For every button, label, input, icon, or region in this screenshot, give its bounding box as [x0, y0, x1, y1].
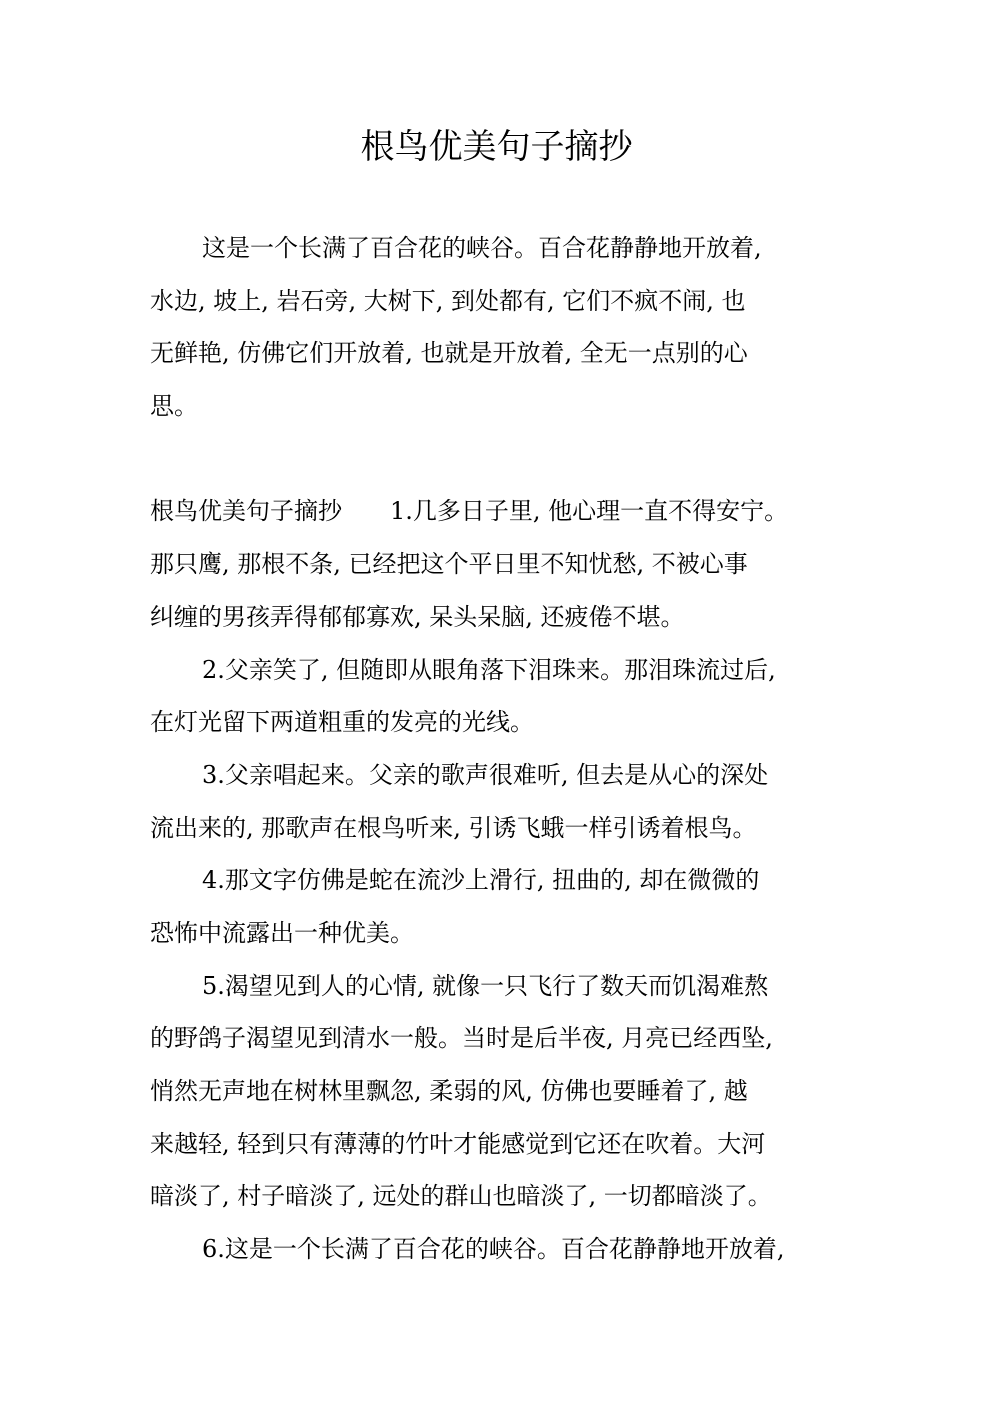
text-line: 这是一个长满了百合花的峡谷。百合花静静地开放着, [202, 234, 762, 262]
text-line: 2.父亲笑了, 但随即从眼角落下泪珠来。那泪珠流过后, [202, 655, 776, 684]
text-line: 纠缠的男孩弄得郁郁寡欢, 呆头呆脑, 还疲倦不堪。 [150, 602, 685, 631]
document-body [150, 222, 850, 1276]
text-line: 根鸟优美句子摘抄 1.几多日子里, 他心理一直不得安宁。 [150, 497, 789, 526]
text-line: 思。 [150, 392, 198, 421]
text-line: 暗淡了, 村子暗淡了, 远处的群山也暗淡了, 一切都暗淡了。 [150, 1182, 772, 1211]
text-line: 来越轻, 轻到只有薄薄的竹叶才能感觉到它还在吹着。大河 [150, 1129, 766, 1158]
text-line: 悄然无声地在树林里飘忽, 柔弱的风, 仿佛也要睡着了, 越 [150, 1077, 748, 1105]
text-line: 在灯光留下两道粗重的发亮的光线。 [150, 708, 534, 737]
text-line: 4.那文字仿佛是蛇在流沙上滑行, 扭曲的, 却在微微的 [202, 866, 760, 895]
text-line: 水边, 坡上, 岩石旁, 大树下, 到处都有, 它们不疯不闹, 也 [150, 286, 746, 315]
text-line: 3.父亲唱起来。父亲的歌声很难听, 但去是从心的深处 [202, 760, 769, 789]
text-line: 5.渴望见到人的心情, 就像一只飞行了数天而饥渴难熬 [202, 971, 769, 1000]
text-line: 流出来的, 那歌声在根鸟听来, 引诱飞蛾一样引诱着根鸟。 [150, 813, 757, 842]
text-line: 6.这是一个长满了百合花的峡谷。百合花静静地开放着, [202, 1235, 785, 1264]
document-title: 根鸟优美句子摘抄 [360, 127, 633, 167]
text-line: 那只鹰, 那根不条, 已经把这个平日里不知忧愁, 不被心事 [150, 550, 748, 579]
text-line: 无鲜艳, 仿佛它们开放着, 也就是开放着, 全无一点别的心 [150, 339, 748, 368]
paragraph-gap [150, 433, 850, 486]
text-line: 的野鸽子渴望见到清水一般。当时是后半夜, 月亮已经西坠, [150, 1024, 773, 1053]
text-line: 恐怖中流露出一种优美。 [150, 918, 414, 947]
